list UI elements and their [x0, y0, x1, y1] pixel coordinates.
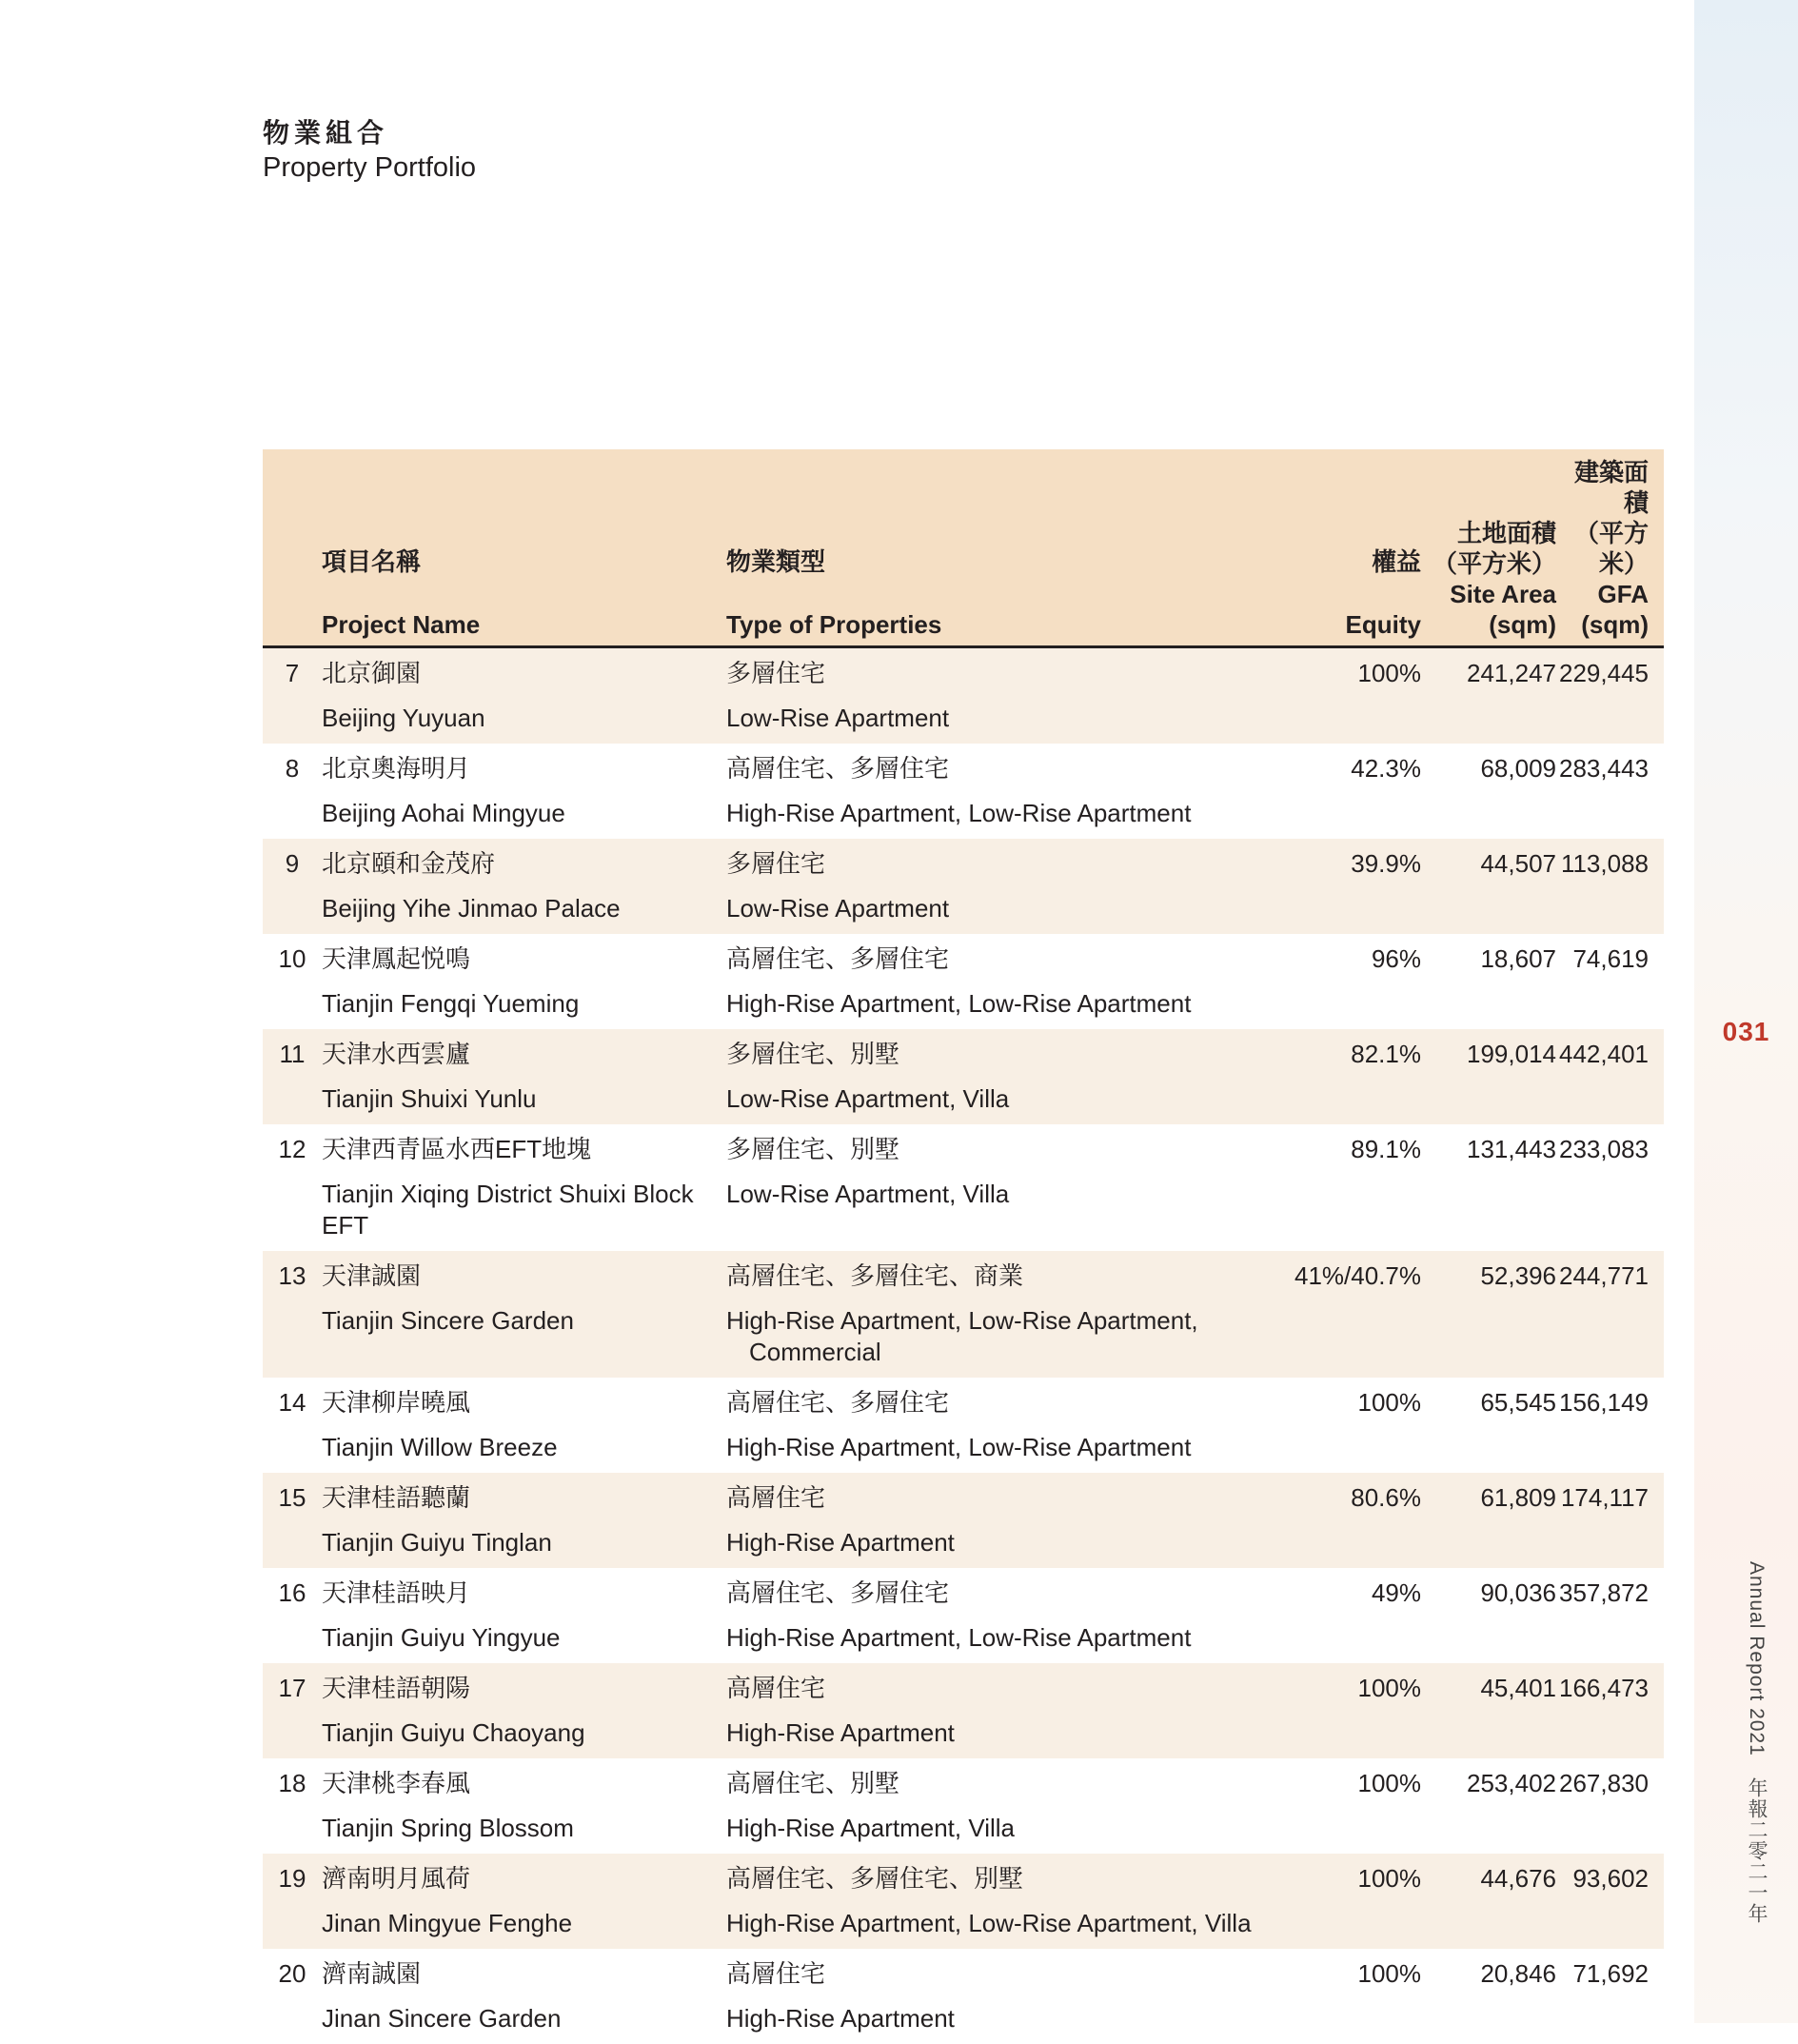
table-row [263, 1949, 1664, 2044]
project-name-en: Beijing Yihe Jinmao Palace [322, 893, 726, 924]
property-type-en: Low-Rise Apartment [726, 893, 1255, 924]
row-number: 20 [263, 1949, 322, 2044]
property-type-zh: 高層住宅 [726, 1673, 1255, 1704]
property-type [726, 934, 1255, 1029]
property-type [726, 1663, 1255, 1758]
equity-value: 42.3% [1255, 744, 1421, 839]
project-name-en: Tianjin Guiyu Yingyue [322, 1622, 726, 1654]
project-name-zh: 天津柳岸曉風 [322, 1387, 726, 1419]
project-name-en: Tianjin Spring Blossom [322, 1813, 726, 1844]
project-name-zh: 天津桂語聽蘭 [322, 1482, 726, 1514]
equity-value: 100% [1255, 1854, 1421, 1949]
project-name-en: Jinan Sincere Garden [322, 2003, 726, 2034]
project-name-en: Tianjin Fengqi Yueming [322, 988, 726, 1020]
site-area-value: 241,247 [1421, 647, 1556, 744]
row-number: 11 [263, 1029, 322, 1124]
site-area-value: 44,507 [1421, 839, 1556, 934]
project-name [322, 647, 726, 744]
property-type [726, 1251, 1255, 1378]
project-name-zh: 天津鳳起悦鳴 [322, 943, 726, 975]
equity-value: 100% [1255, 1949, 1421, 2044]
gfa-value: 283,443 [1556, 744, 1664, 839]
property-type-en: High-Rise Apartment, Low-Rise Apartment [726, 798, 1255, 829]
table-row [263, 1854, 1664, 1949]
gfa-value: 74,619 [1556, 934, 1664, 1029]
project-name-en: Jinan Mingyue Fenghe [322, 1908, 726, 1939]
gfa-value: 113,088 [1556, 839, 1664, 934]
equity-value: 82.1% [1255, 1029, 1421, 1124]
site-area-value: 131,443 [1421, 1124, 1556, 1251]
property-type-en-line-1: High-Rise Apartment, Low-Rise Apartment, [726, 1306, 1198, 1335]
row-number: 7 [263, 647, 322, 744]
project-name-en: Tianjin Willow Breeze [322, 1432, 726, 1463]
table-row [263, 934, 1664, 1029]
property-type-en: Low-Rise Apartment [726, 703, 1255, 734]
property-type-en [726, 1305, 1255, 1368]
report-caption: Annual Report 2021 年報二零二一年 [1742, 1561, 1770, 1924]
project-name-zh: 北京奧海明月 [322, 753, 726, 784]
table-row [263, 1124, 1664, 1251]
header-equity-zh: 權益 [1255, 546, 1421, 577]
header-site-area-en-1: Site Area [1421, 579, 1556, 609]
header-site-area-en-2: (sqm) [1421, 609, 1556, 640]
header-project-name-en: Project Name [322, 610, 480, 639]
table-row [263, 1029, 1664, 1124]
property-type-en: High-Rise Apartment, Low-Rise Apartment [726, 1432, 1255, 1463]
property-type-en: Low-Rise Apartment, Villa [726, 1083, 1255, 1115]
gfa-value: 166,473 [1556, 1663, 1664, 1758]
equity-value: 49% [1255, 1568, 1421, 1663]
header-type [726, 449, 1255, 647]
property-type [726, 1949, 1255, 2044]
project-name-en: Beijing Aohai Mingyue [322, 798, 726, 829]
row-number: 8 [263, 744, 322, 839]
property-type-zh: 高層住宅、多層住宅 [726, 1578, 1255, 1609]
project-name [322, 1663, 726, 1758]
property-type-zh: 高層住宅、別墅 [726, 1768, 1255, 1799]
property-type [726, 1378, 1255, 1473]
property-type-zh: 多層住宅 [726, 658, 1255, 689]
row-number: 18 [263, 1758, 322, 1854]
property-type-en: High-Rise Apartment, Villa [726, 1813, 1255, 1844]
gfa-value: 71,692 [1556, 1949, 1664, 2044]
table-row [263, 1473, 1664, 1568]
gfa-value: 244,771 [1556, 1251, 1664, 1378]
property-type [726, 839, 1255, 934]
project-name [322, 1758, 726, 1854]
gfa-value: 93,602 [1556, 1854, 1664, 1949]
property-type-zh: 高層住宅 [726, 1482, 1255, 1514]
row-number: 19 [263, 1854, 322, 1949]
header-type-en: Type of Properties [726, 610, 941, 639]
equity-value: 100% [1255, 1663, 1421, 1758]
property-type-en: High-Rise Apartment [726, 2003, 1255, 2034]
row-number: 15 [263, 1473, 322, 1568]
project-name-zh: 天津桂語映月 [322, 1578, 726, 1609]
site-area-value: 199,014 [1421, 1029, 1556, 1124]
equity-value: 100% [1255, 647, 1421, 744]
header-type-zh: 物業類型 [726, 546, 1255, 577]
property-type-zh: 高層住宅、多層住宅 [726, 1387, 1255, 1419]
site-area-value: 68,009 [1421, 744, 1556, 839]
gfa-value: 267,830 [1556, 1758, 1664, 1854]
gfa-value: 174,117 [1556, 1473, 1664, 1568]
site-area-value: 253,402 [1421, 1758, 1556, 1854]
property-type [726, 1473, 1255, 1568]
header-project-name [322, 449, 726, 647]
project-name-zh: 天津桃李春風 [322, 1768, 726, 1799]
property-type [726, 1568, 1255, 1663]
property-type-en-line-2: Commercial [726, 1337, 1255, 1368]
project-name-en: Beijing Yuyuan [322, 703, 726, 734]
page-title-en: Property Portfolio [263, 150, 476, 185]
property-type [726, 647, 1255, 744]
row-number: 13 [263, 1251, 322, 1378]
project-name [322, 1473, 726, 1568]
property-type [726, 1124, 1255, 1251]
page-title-zh: 物業組合 [263, 116, 476, 150]
project-name [322, 839, 726, 934]
header-site-area [1421, 449, 1556, 647]
property-portfolio-table [263, 449, 1664, 2044]
property-type [726, 744, 1255, 839]
project-name [322, 1378, 726, 1473]
property-type-zh: 高層住宅、多層住宅 [726, 753, 1255, 784]
project-name-en: Tianjin Sincere Garden [322, 1305, 726, 1337]
property-type [726, 1854, 1255, 1949]
header-project-name-zh: 項目名稱 [322, 546, 726, 577]
site-area-value: 52,396 [1421, 1251, 1556, 1378]
gfa-value: 229,445 [1556, 647, 1664, 744]
site-area-value: 45,401 [1421, 1663, 1556, 1758]
table-row [263, 647, 1664, 744]
header-gfa [1556, 449, 1664, 647]
site-area-value: 18,607 [1421, 934, 1556, 1029]
table-row [263, 1663, 1664, 1758]
table-row [263, 1568, 1664, 1663]
project-name [322, 1029, 726, 1124]
project-name [322, 744, 726, 839]
property-type-zh: 高層住宅、多層住宅 [726, 943, 1255, 975]
property-type [726, 1029, 1255, 1124]
project-name-zh: 天津水西雲廬 [322, 1039, 726, 1070]
property-type-en: High-Rise Apartment, Low-Rise Apartment [726, 1622, 1255, 1654]
header-equity-en: Equity [1255, 609, 1421, 640]
property-type [726, 1758, 1255, 1854]
row-number: 12 [263, 1124, 322, 1251]
property-type-zh: 高層住宅 [726, 1958, 1255, 1990]
header-site-area-zh-1: 土地面積 [1421, 518, 1556, 548]
gfa-value: 156,149 [1556, 1378, 1664, 1473]
gfa-value: 442,401 [1556, 1029, 1664, 1124]
header-equity [1255, 449, 1421, 647]
row-number: 10 [263, 934, 322, 1029]
property-type-zh: 多層住宅、別墅 [726, 1134, 1255, 1165]
page-number: 031 [1694, 1017, 1798, 1047]
header-gfa-zh-2: （平方米） [1556, 518, 1649, 579]
row-number: 14 [263, 1378, 322, 1473]
equity-value: 39.9% [1255, 839, 1421, 934]
header-gfa-zh-1: 建築面積 [1556, 457, 1649, 518]
property-type-en: High-Rise Apartment [726, 1717, 1255, 1749]
equity-value: 100% [1255, 1758, 1421, 1854]
project-name [322, 1251, 726, 1378]
header-row-number [263, 449, 322, 647]
project-name-zh: 北京頤和金茂府 [322, 848, 726, 880]
equity-value: 89.1% [1255, 1124, 1421, 1251]
equity-value: 96% [1255, 934, 1421, 1029]
table-row [263, 1378, 1664, 1473]
project-name-zh: 天津西青區水西EFT地塊 [322, 1134, 726, 1165]
project-name [322, 1949, 726, 2044]
project-name [322, 1854, 726, 1949]
property-type-zh: 多層住宅 [726, 848, 1255, 880]
row-number: 17 [263, 1663, 322, 1758]
property-type-en: High-Rise Apartment, Low-Rise Apartment, Villa [726, 1908, 1255, 1939]
property-type-en: Low-Rise Apartment, Villa [726, 1179, 1255, 1210]
header-site-area-zh-2: （平方米） [1421, 548, 1556, 579]
table-row [263, 744, 1664, 839]
table-header-row [263, 449, 1664, 647]
project-name [322, 934, 726, 1029]
table-row [263, 1758, 1664, 1854]
table-row [263, 1251, 1664, 1378]
site-area-value: 61,809 [1421, 1473, 1556, 1568]
table-row [263, 839, 1664, 934]
site-area-value: 65,545 [1421, 1378, 1556, 1473]
project-name-en: Tianjin Xiqing District Shuixi Block EFT [322, 1179, 726, 1241]
project-name [322, 1124, 726, 1251]
gfa-value: 233,083 [1556, 1124, 1664, 1251]
property-type-en: High-Rise Apartment, Low-Rise Apartment [726, 988, 1255, 1020]
project-name-zh: 天津桂語朝陽 [322, 1673, 726, 1704]
page-title [263, 116, 476, 185]
equity-value: 100% [1255, 1378, 1421, 1473]
header-gfa-en-1: GFA [1556, 579, 1649, 609]
project-name-zh: 濟南明月風荷 [322, 1863, 726, 1895]
project-name-en: Tianjin Shuixi Yunlu [322, 1083, 726, 1115]
project-name-zh: 濟南誠園 [322, 1958, 726, 1990]
project-name-en: Tianjin Guiyu Tinglan [322, 1527, 726, 1558]
site-area-value: 90,036 [1421, 1568, 1556, 1663]
project-name-zh: 北京御園 [322, 658, 726, 689]
header-gfa-en-2: (sqm) [1556, 609, 1649, 640]
property-type-zh: 高層住宅、多層住宅、商業 [726, 1260, 1255, 1292]
project-name-zh: 天津誠園 [322, 1260, 726, 1292]
row-number: 9 [263, 839, 322, 934]
project-name-en: Tianjin Guiyu Chaoyang [322, 1717, 726, 1749]
gfa-value: 357,872 [1556, 1568, 1664, 1663]
equity-value: 41%/40.7% [1255, 1251, 1421, 1378]
project-name [322, 1568, 726, 1663]
row-number: 16 [263, 1568, 322, 1663]
site-area-value: 44,676 [1421, 1854, 1556, 1949]
property-type-en: High-Rise Apartment [726, 1527, 1255, 1558]
table-body [263, 647, 1664, 2044]
property-type-zh: 多層住宅、別墅 [726, 1039, 1255, 1070]
equity-value: 80.6% [1255, 1473, 1421, 1568]
property-type-zh: 高層住宅、多層住宅、別墅 [726, 1863, 1255, 1895]
table-header [263, 449, 1664, 647]
site-area-value: 20,846 [1421, 1949, 1556, 2044]
